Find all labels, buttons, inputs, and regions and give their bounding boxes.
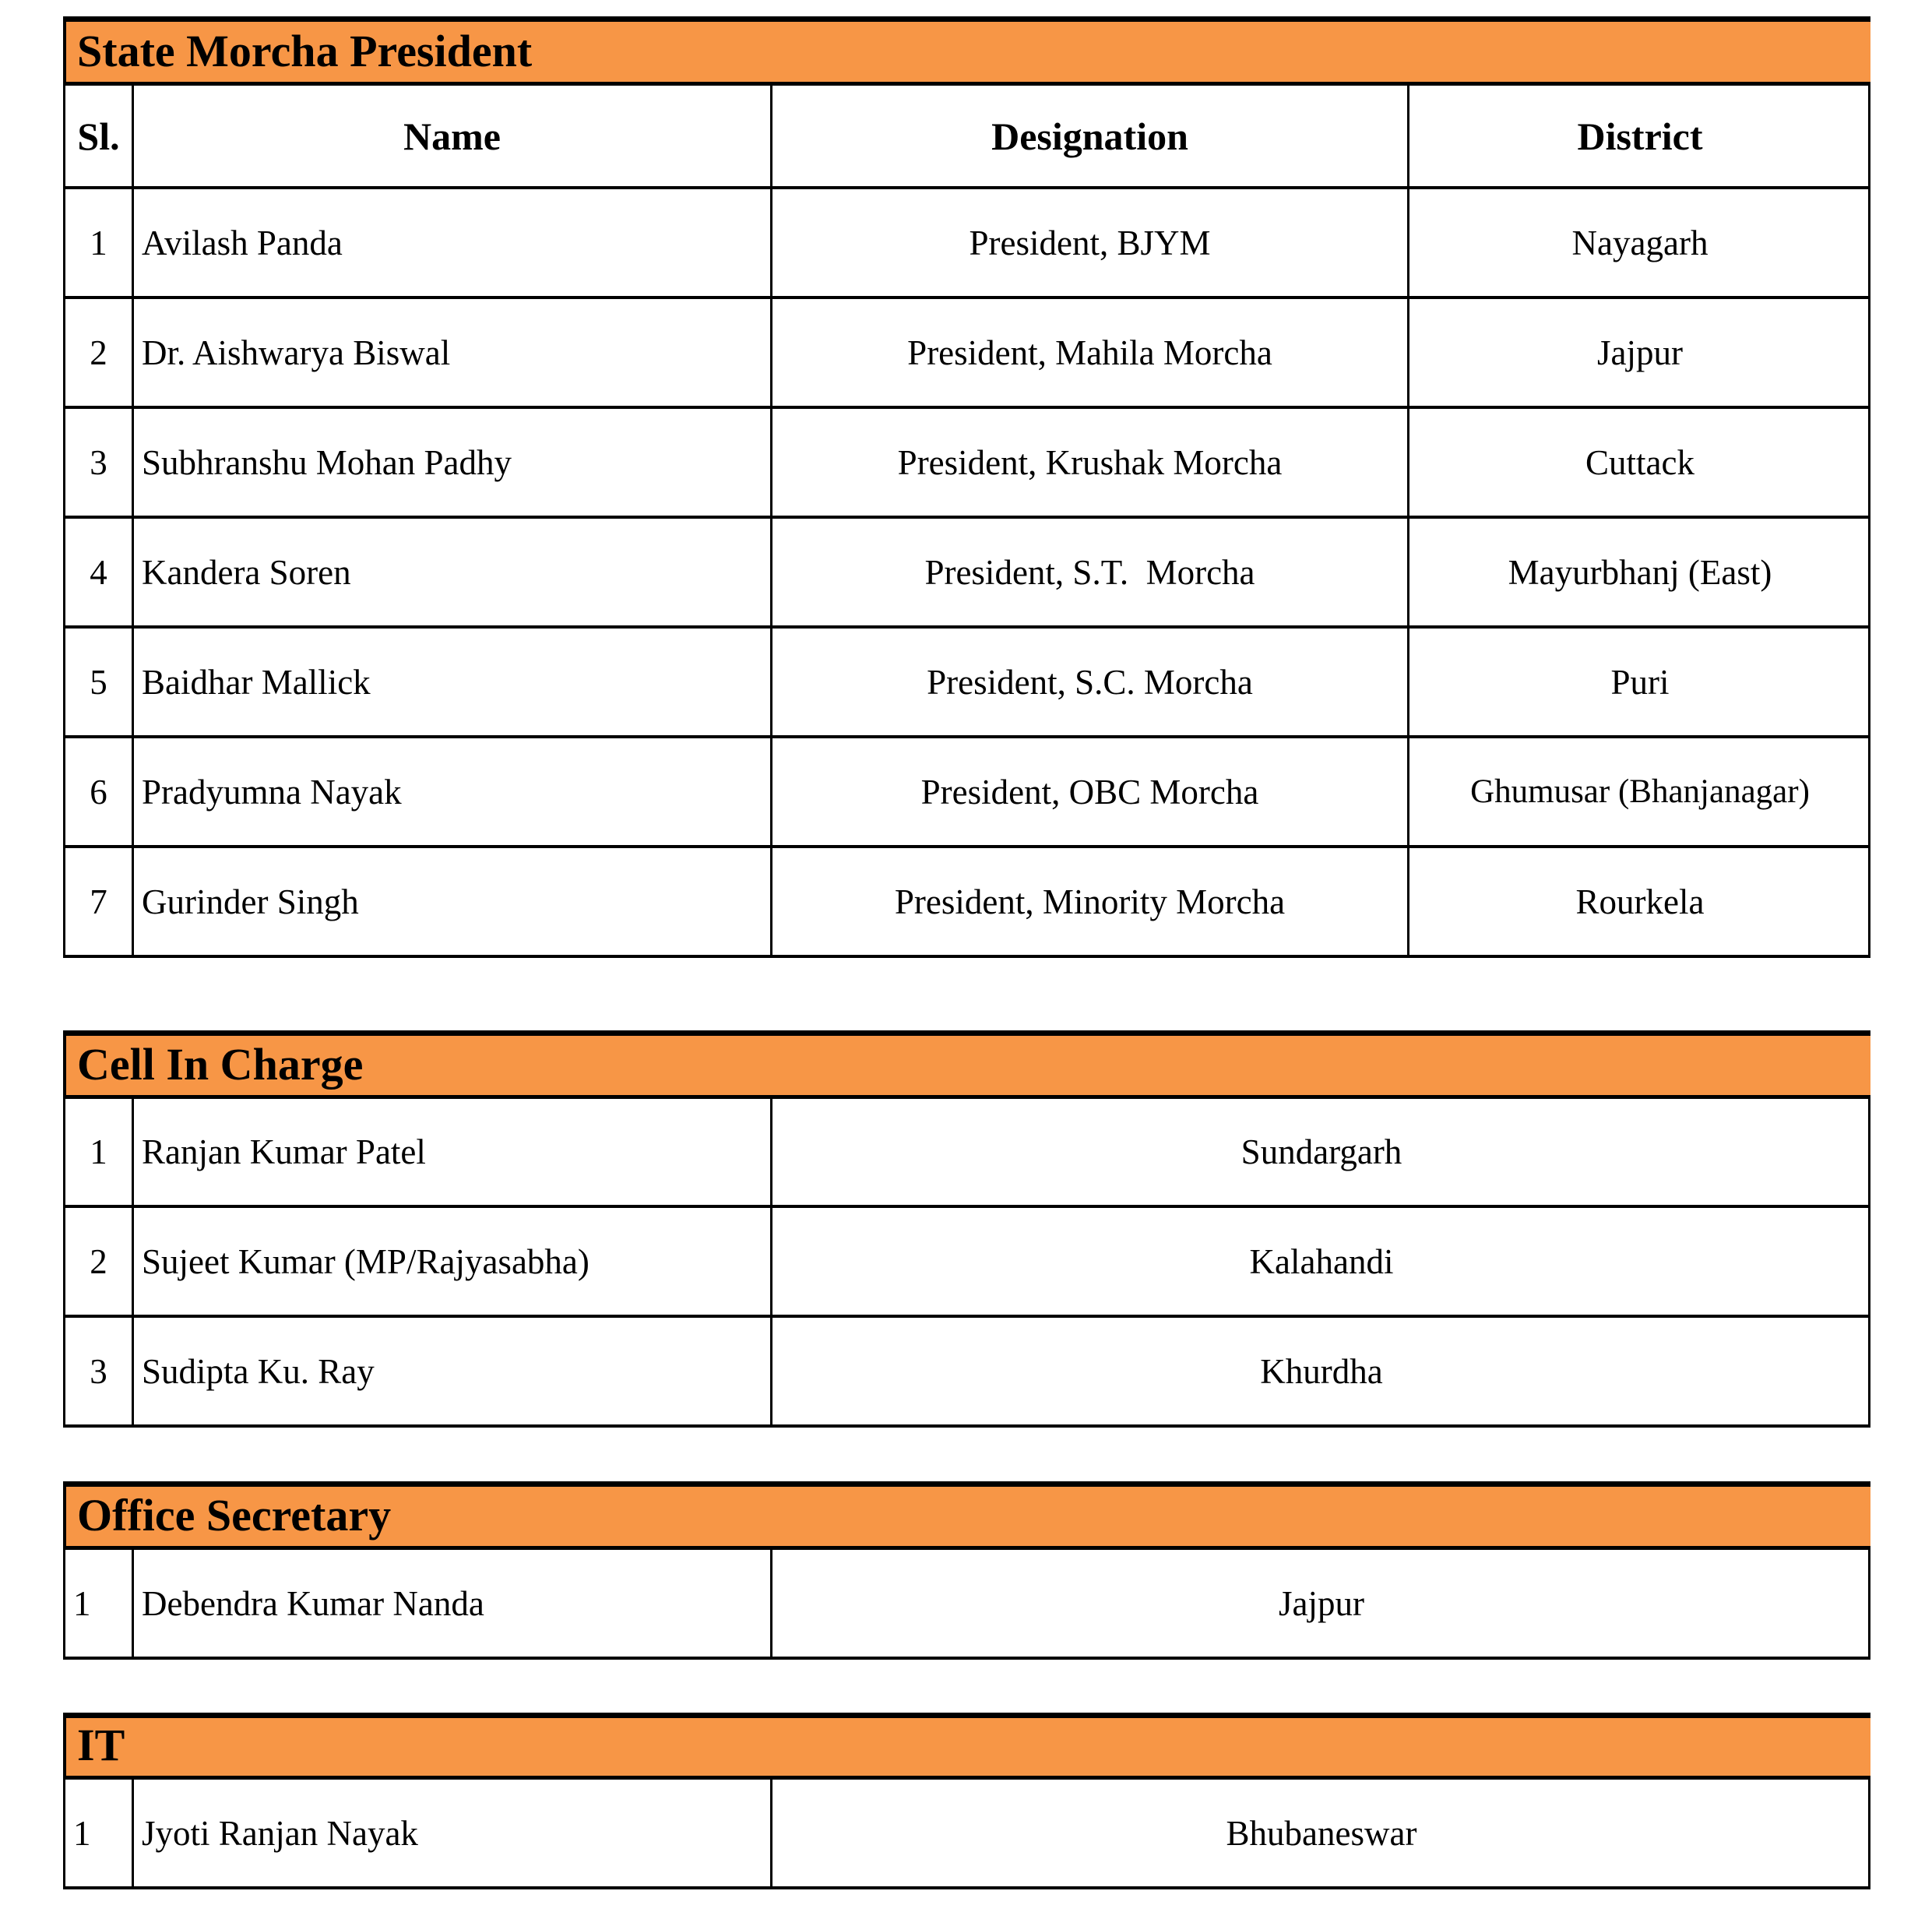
row-designation: President, Mahila Morcha [772,299,1409,406]
section-header [63,1030,1870,1099]
row-sl: 3 [65,1318,134,1424]
row-district: Puri [1610,662,1670,702]
row-name: Jyoti Ranjan Nayak [134,1780,772,1886]
row-name: Baidhar Mallick [134,629,772,735]
row-district: Bhubaneswar [1226,1813,1417,1853]
table-row [63,299,1870,409]
row-designation: President, S.T. Morcha [772,519,1409,625]
column-header-designation: Designation [772,86,1409,186]
table-row [63,189,1870,299]
table-row [63,1099,1870,1208]
row-sl: 4 [65,519,134,625]
row-name: Kandera Soren [134,519,772,625]
column-header-name [134,86,772,186]
row-name: Avilash Panda [134,189,772,296]
table-row [63,1318,1870,1428]
table-row [63,1780,1870,1889]
row-sl: 2 [65,1208,134,1315]
row-district: Ghumusar (Bhanjanagar) [1470,773,1810,810]
row-sl: 6 [65,738,134,845]
row-sl: 1 [65,1780,134,1886]
row-name: Debendra Kumar Nanda [134,1550,772,1657]
row-district: Khurdha [1260,1351,1383,1391]
row-name: Gurinder Singh [134,848,772,955]
table-row [63,738,1870,848]
row-designation: President, OBC Morcha [772,738,1409,845]
row-sl: 2 [65,299,134,406]
row-district: Nayagarh [1571,223,1709,262]
row-name: Dr. Aishwarya Biswal [134,299,772,406]
row-district: Kalahandi [1249,1241,1394,1281]
row-sl: 7 [65,848,134,955]
section-title: IT [77,1720,125,1770]
row-sl: 1 [65,189,134,296]
row-district: Cuttack [1585,442,1694,482]
section-header [63,16,1870,86]
row-name: Sujeet Kumar (MP/Rajyasabha) [134,1208,772,1315]
row-sl: 1 [65,1099,134,1205]
table-row [63,409,1870,519]
section-header [63,1481,1870,1550]
row-sl: 3 [65,409,134,516]
row-designation: President, Minority Morcha [772,848,1409,955]
section-title: Cell In Charge [77,1039,364,1090]
row-district: Jajpur [1597,333,1683,372]
row-district: Rourkela [1575,882,1705,921]
row-name: Ranjan Kumar Patel [134,1099,772,1205]
column-header-sl: Sl. [65,86,134,186]
row-name: Subhranshu Mohan Padhy [134,409,772,516]
row-designation: President, Krushak Morcha [772,409,1409,516]
row-name: Pradyumna Nayak [134,738,772,845]
table-row [63,629,1870,738]
row-district: Mayurbhanj (East) [1508,552,1772,592]
section-title: State Morcha President [77,26,533,76]
row-designation: President, S.C. Morcha [772,629,1409,735]
table-row [63,848,1870,958]
table-row [63,1550,1870,1660]
column-header-district: District [1577,114,1703,158]
table-row [63,1208,1870,1318]
row-sl: 5 [65,629,134,735]
row-district: Jajpur [1279,1583,1364,1623]
section-header [63,1713,1870,1780]
row-district: Sundargarh [1240,1132,1402,1171]
row-sl: 1 [65,1550,134,1657]
row-designation: President, BJYM [772,189,1409,296]
section-title: Office Secretary [77,1490,392,1541]
column-header-name-text: Name [403,114,501,158]
row-name: Sudipta Ku. Ray [134,1318,772,1424]
table-row [63,519,1870,629]
column-header-row [63,86,1870,189]
